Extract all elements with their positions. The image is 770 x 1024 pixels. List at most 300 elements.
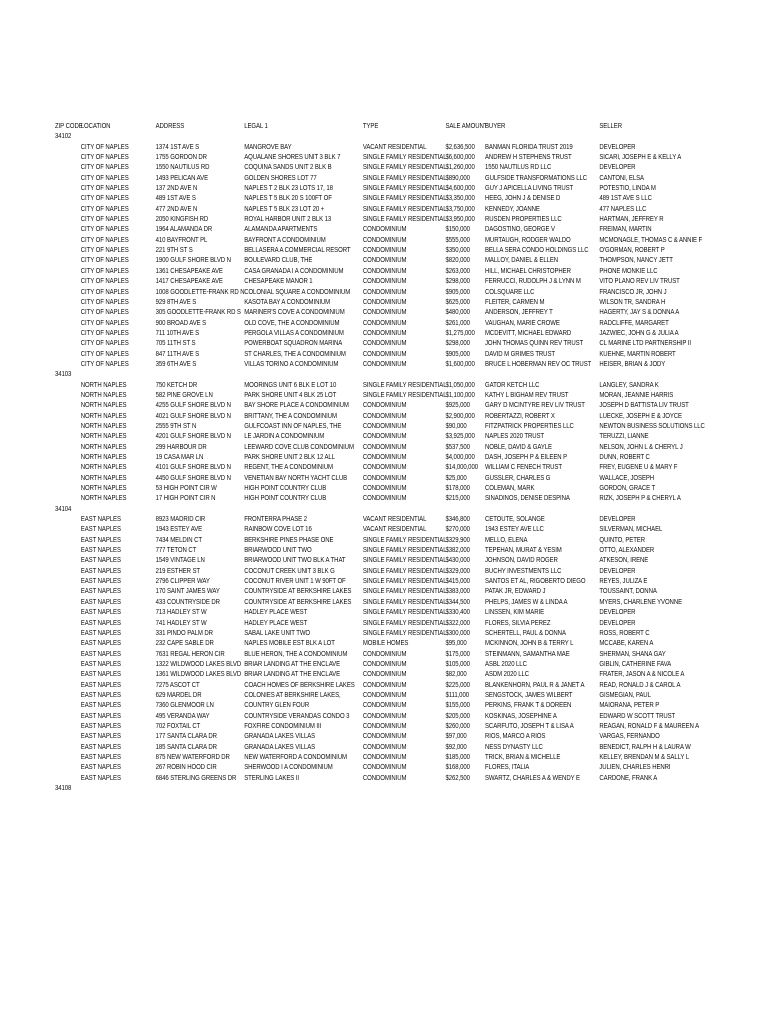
- table-row: [55, 670, 685, 680]
- legal-cell: BRIAR LANDING AT THE ENCLAVE: [244, 671, 341, 679]
- type-cell: CONDOMINIUM: [362, 288, 407, 296]
- seller-cell: POTESTIO, LINDA M: [599, 185, 656, 193]
- table-row: [55, 236, 703, 246]
- legal-cell: PARK SHORE UNIT 4 BLK 25 LOT: [244, 391, 337, 399]
- seller-cell: JULIEN, CHARLES HENRI: [599, 764, 671, 772]
- type-cell: SINGLE FAMILY RESIDENTIAL: [362, 216, 447, 224]
- type-cell: SINGLE FAMILY RESIDENTIAL: [362, 164, 447, 172]
- table-row: [55, 194, 657, 204]
- table-row: [55, 246, 665, 256]
- address-cell: 1943 ESTEY AVE: [155, 526, 203, 534]
- zip-code: 34108: [55, 785, 72, 792]
- zip-group-row: [55, 370, 657, 380]
- sale-amount-cell: $430,000: [445, 557, 470, 565]
- buyer-cell: GARY D MCINTYRE REV LIV TRUST: [485, 402, 585, 410]
- table-row: [55, 691, 657, 701]
- sale-amount-cell: $262,500: [445, 774, 470, 782]
- legal-cell: LEEWARD COVE CLUB CONDOMINIUM: [244, 443, 354, 451]
- buyer-cell: KENNEDY, JOANNE: [485, 205, 540, 213]
- location-cell: CITY OF NAPLES: [80, 154, 129, 162]
- type-cell: CONDOMINIUM: [362, 495, 407, 503]
- address-cell: 410 BAYFRONT PL: [155, 236, 208, 244]
- sale-amount-cell: $905,000: [445, 350, 470, 358]
- table-row: [55, 225, 657, 235]
- buyer-cell: PHELPS, JAMES W & LINDA A: [485, 598, 568, 606]
- buyer-cell: MELLO, ELENA: [485, 536, 528, 544]
- table-row: [55, 546, 657, 556]
- table-row: [55, 577, 657, 587]
- legal-cell: VILLAS TORINO A CONDOMINIUM: [244, 360, 339, 368]
- location-cell: CITY OF NAPLES: [80, 319, 129, 327]
- sale-amount-cell: $298,000: [445, 340, 470, 348]
- type-cell: SINGLE FAMILY RESIDENTIAL: [362, 154, 447, 162]
- legal-cell: COCONUT RIVER UNIT 1 W 90FT OF: [244, 578, 346, 586]
- table-row: [55, 256, 673, 266]
- location-cell: NORTH NAPLES: [80, 422, 127, 430]
- type-cell: CONDOMINIUM: [362, 702, 407, 710]
- location-cell: EAST NAPLES: [80, 681, 121, 689]
- seller-cell: DEVELOPER: [599, 516, 636, 524]
- location-cell: CITY OF NAPLES: [80, 329, 129, 337]
- legal-cell: COACH HOMES OF BERKSHIRE LAKES: [244, 681, 355, 689]
- location-cell: CITY OF NAPLES: [80, 298, 129, 306]
- sale-amount-cell: $329,900: [445, 536, 470, 544]
- buyer-cell: SANTOS ET AL, RIGOBERTO DIEGO: [485, 578, 586, 586]
- type-cell: CONDOMINIUM: [362, 433, 407, 441]
- seller-cell: O'GORMAN, ROBERT P: [599, 247, 665, 255]
- address-cell: 702 FOXTAIL CT: [155, 722, 201, 730]
- seller-cell: MAIORANA, PETER P: [599, 702, 660, 710]
- buyer-cell: GATOR KETCH LLC: [485, 381, 540, 389]
- legal-cell: BAYFRONT A CONDOMINIUM: [244, 236, 326, 244]
- buyer-cell: KATHY L BIGHAM REV TRUST: [485, 391, 569, 399]
- legal-cell: PARK SHORE UNIT 2 BLK 12 ALL: [244, 454, 335, 461]
- location-cell: EAST NAPLES: [80, 557, 121, 565]
- legal-cell: GOLDEN SHORES LOT 77: [244, 174, 317, 182]
- address-cell: 359 6TH AVE S: [155, 360, 197, 368]
- type-cell: CONDOMINIUM: [362, 774, 407, 782]
- sale-amount-cell: $111,000: [445, 691, 469, 699]
- buyer-cell: FLEITER, CARMEN M: [485, 298, 545, 306]
- table-row: [55, 350, 676, 360]
- sale-amount-cell: $890,000: [445, 174, 470, 182]
- address-cell: 2050 KINGFISH RD: [155, 216, 209, 224]
- location-cell: EAST NAPLES: [80, 753, 121, 761]
- location-cell: EAST NAPLES: [80, 598, 121, 606]
- address-cell: 900 BROAD AVE S: [155, 319, 207, 327]
- header-zip-code: ZIP CODE: [55, 123, 83, 130]
- seller-cell: OTTO, ALEXANDER: [599, 547, 655, 555]
- buyer-cell: JOHN THOMAS QUINN REV TRUST: [485, 340, 584, 348]
- header-sale-amount: SALE AMOUNT: [445, 123, 488, 130]
- legal-cell: FRONTERRA PHASE 2: [244, 516, 307, 524]
- address-cell: 267 ROBIN HOOD CIR: [155, 764, 217, 772]
- address-cell: 1550 NAUTILUS RD: [155, 164, 210, 172]
- address-cell: 1322 WILDWOOD LAKES BLVD: [155, 660, 242, 668]
- address-cell: 713 HADLEY ST W: [155, 609, 207, 617]
- address-cell: 7434 MELDIN CT: [155, 536, 202, 544]
- address-cell: 929 8TH AVE S: [155, 298, 197, 306]
- address-cell: 17 HIGH POINT CIR N: [155, 495, 216, 503]
- address-cell: 1008 GOODLETTE-FRANK RD N: [155, 288, 245, 296]
- location-cell: CITY OF NAPLES: [80, 216, 129, 224]
- legal-cell: CHESAPEAKE MANOR 1: [244, 278, 313, 286]
- type-cell: CONDOMINIUM: [362, 278, 407, 286]
- legal-cell: AQUALANE SHORES UNIT 3 BLK 7: [244, 154, 341, 162]
- table-row: [55, 422, 705, 432]
- seller-cell: FRATER, JASON A & NICOLE A: [599, 671, 685, 679]
- location-cell: EAST NAPLES: [80, 691, 121, 699]
- type-cell: CONDOMINIUM: [362, 474, 407, 482]
- seller-cell: DEVELOPER: [599, 619, 636, 627]
- location-cell: CITY OF NAPLES: [80, 226, 129, 234]
- type-cell: CONDOMINIUM: [362, 319, 407, 327]
- sale-amount-cell: $6,600,000: [445, 154, 475, 162]
- legal-cell: GRANADA LAKES VILLAS: [244, 743, 316, 751]
- header-legal: LEGAL 1: [244, 123, 268, 130]
- table-row: [55, 205, 657, 215]
- legal-cell: ROYAL HARBOR UNIT 2 BLK 13: [244, 216, 332, 224]
- address-cell: 299 HARBOUR DR: [155, 443, 207, 451]
- table-row: [55, 267, 657, 277]
- address-cell: 1361 WILDWOOD LAKES BLVD: [155, 671, 242, 679]
- address-cell: 53 HIGH POINT CIR W: [155, 485, 217, 493]
- buyer-cell: DASH, JOSEPH P & EILEEN P: [485, 454, 568, 461]
- table-row: [55, 525, 663, 535]
- buyer-cell: PATAK JR, EDWARD J: [485, 588, 546, 596]
- buyer-cell: COLSQUARE LLC: [485, 288, 535, 296]
- legal-cell: COUNTRYSIDE AT BERKSHIRE LAKES: [244, 588, 352, 596]
- sale-amount-cell: $350,000: [445, 247, 470, 255]
- table-row: [55, 681, 681, 691]
- header-location: LOCATION: [80, 123, 111, 130]
- address-cell: 433 COUNTRYSIDE DR: [155, 598, 220, 606]
- type-cell: CONDOMINIUM: [362, 485, 407, 493]
- sale-amount-cell: $261,000: [445, 319, 470, 327]
- buyer-cell: MURTAUGH, RODGER WALDO: [485, 236, 571, 244]
- location-cell: EAST NAPLES: [80, 650, 121, 658]
- seller-cell: DEVELOPER: [599, 567, 636, 575]
- address-cell: 4255 GULF SHORE BLVD N: [155, 402, 231, 410]
- table-row: [55, 329, 679, 339]
- buyer-cell: MCKINNON, JOHN B & TERRY L: [485, 640, 574, 648]
- seller-cell: THOMPSON, NANCY JETT: [599, 257, 673, 265]
- type-cell: SINGLE FAMILY RESIDENTIAL: [362, 578, 447, 586]
- legal-cell: HIGH POINT COUNTRY CLUB: [244, 495, 327, 503]
- table-row: [55, 494, 681, 504]
- buyer-cell: BUCHY INVESTMENTS LLC: [485, 567, 562, 575]
- type-cell: SINGLE FAMILY RESIDENTIAL: [362, 629, 447, 637]
- legal-cell: SABAL LAKE UNIT TWO: [244, 629, 311, 637]
- legal-cell: COUNTRY GLEN FOUR: [244, 702, 310, 710]
- buyer-cell: KOSKINAS, JOSEPHINE A: [485, 712, 557, 720]
- table-row: [55, 184, 657, 194]
- type-cell: SINGLE FAMILY RESIDENTIAL: [362, 381, 447, 389]
- sale-amount-cell: $346,800: [445, 516, 470, 524]
- location-cell: CITY OF NAPLES: [80, 164, 129, 172]
- table-row: [55, 360, 666, 370]
- location-cell: NORTH NAPLES: [80, 381, 127, 389]
- type-cell: CONDOMINIUM: [362, 298, 407, 306]
- type-cell: VACANT RESIDENTIAL: [362, 143, 427, 151]
- seller-cell: GIBLIN, CATHERINE FAVA: [599, 660, 672, 668]
- type-cell: CONDOMINIUM: [362, 412, 407, 420]
- buyer-cell: PERKINS, FRANK T & DOREEN: [485, 702, 572, 710]
- type-cell: SINGLE FAMILY RESIDENTIAL: [362, 609, 447, 617]
- sale-amount-cell: $25,000: [445, 474, 467, 482]
- type-cell: SINGLE FAMILY RESIDENTIAL: [362, 174, 447, 182]
- buyer-cell: SENGSTOCK, JAMES WILBERT: [485, 691, 573, 699]
- location-cell: EAST NAPLES: [80, 516, 121, 524]
- legal-cell: BRITTANY, THE A CONDOMINIUM: [244, 412, 337, 420]
- legal-cell: COCONUT CREEK UNIT 3 BLK G: [244, 567, 335, 575]
- legal-cell: COUNTRYSIDE AT BERKSHIRE LAKES: [244, 598, 352, 606]
- table-row: [55, 774, 657, 784]
- location-cell: NORTH NAPLES: [80, 464, 127, 472]
- seller-cell: MCMONAGLE, THOMAS C & ANNIE F: [599, 236, 703, 244]
- legal-cell: ST CHARLES, THE A CONDOMINIUM: [244, 350, 346, 358]
- address-cell: 170 SAINT JAMES WAY: [155, 588, 220, 596]
- legal-cell: NEW WATERFORD A CONDOMINIUM: [244, 753, 347, 761]
- buyer-cell: RIOS, MARCO A RIOS: [485, 733, 546, 741]
- header-seller: SELLER: [599, 123, 622, 130]
- seller-cell: HAGERTY, JAY S & DONNA A: [599, 309, 680, 317]
- address-cell: 495 VERANDA WAY: [155, 712, 210, 720]
- sales-table: [55, 122, 705, 794]
- sale-amount-cell: $82,000: [445, 671, 467, 679]
- sale-amount-cell: $168,000: [445, 764, 470, 772]
- legal-cell: BELLASERA A COMMERCIAL RESORT: [244, 247, 351, 255]
- legal-cell: VENETIAN BAY NORTH YACHT CLUB: [244, 474, 348, 482]
- legal-cell: LE JARDIN A CONDOMINIUM: [244, 433, 325, 441]
- legal-cell: NAPLES MOBILE EST BLK A LOT: [244, 640, 335, 648]
- type-cell: SINGLE FAMILY RESIDENTIAL: [362, 567, 447, 575]
- table-row: [55, 453, 657, 463]
- seller-cell: MYERS, CHARLENE YVONNE: [599, 598, 683, 606]
- location-cell: NORTH NAPLES: [80, 454, 127, 461]
- zip-code: 34102: [55, 133, 72, 141]
- type-cell: CONDOMINIUM: [362, 257, 407, 265]
- location-cell: CITY OF NAPLES: [80, 309, 129, 317]
- location-cell: CITY OF NAPLES: [80, 267, 129, 275]
- location-cell: EAST NAPLES: [80, 619, 121, 627]
- buyer-cell: ANDREW H STEPHENS TRUST: [485, 154, 572, 162]
- sale-amount-cell: $3,950,000: [445, 216, 475, 224]
- sale-amount-cell: $263,000: [445, 267, 470, 275]
- buyer-cell: NESS DYNASTY LLC: [485, 743, 543, 751]
- sale-amount-cell: $2,636,500: [445, 143, 475, 151]
- address-cell: 7360 GLENMOOR LN: [155, 702, 214, 710]
- type-cell: CONDOMINIUM: [362, 671, 407, 679]
- legal-cell: MANGROVE BAY: [244, 143, 292, 151]
- sale-amount-cell: $905,000: [445, 288, 470, 296]
- address-cell: 1493 PELICAN AVE: [155, 174, 209, 182]
- buyer-cell: VAUGHAN, MARIE CROWE: [485, 319, 560, 327]
- sale-amount-cell: $175,000: [445, 650, 470, 658]
- location-cell: CITY OF NAPLES: [80, 247, 129, 255]
- legal-cell: GULFCOAST INN OF NAPLES, THE: [244, 422, 342, 430]
- seller-cell: DEVELOPER: [599, 609, 636, 617]
- type-cell: SINGLE FAMILY RESIDENTIAL: [362, 588, 447, 596]
- table-row: [55, 732, 660, 742]
- location-cell: EAST NAPLES: [80, 774, 121, 782]
- table-row: [55, 743, 691, 753]
- legal-cell: SHERWOOD I A CONDOMINIUM: [244, 764, 333, 772]
- zip-code: 34103: [55, 371, 72, 379]
- address-cell: 221 9TH ST S: [155, 247, 193, 255]
- legal-cell: FOXFIRE CONDOMINIUM III: [244, 722, 322, 730]
- seller-cell: HEISER, BRIAN & JODY: [599, 360, 666, 368]
- location-cell: CITY OF NAPLES: [80, 174, 129, 182]
- table-row: [55, 629, 657, 639]
- zip-code: 34104: [55, 505, 72, 513]
- sale-amount-cell: $205,000: [445, 712, 470, 720]
- seller-cell: FRANCISCO JR, JOHN J: [599, 288, 667, 296]
- buyer-cell: WILLIAM C FENECH TRUST: [485, 464, 562, 472]
- address-cell: 477 2ND AVE N: [155, 205, 198, 213]
- type-cell: CONDOMINIUM: [362, 733, 407, 741]
- location-cell: EAST NAPLES: [80, 588, 121, 596]
- address-cell: 2796 CLIPPER WAY: [155, 578, 210, 586]
- table-row: [55, 619, 657, 629]
- type-cell: MOBILE HOMES: [362, 640, 409, 648]
- table-row: [55, 319, 669, 329]
- location-cell: EAST NAPLES: [80, 547, 121, 555]
- table-row: [55, 163, 657, 173]
- sale-amount-cell: $1,100,000: [445, 391, 475, 399]
- type-cell: CONDOMINIUM: [362, 443, 407, 451]
- buyer-cell: JOHNSON, DAVID ROGER: [485, 557, 558, 565]
- table-row: [55, 474, 657, 484]
- type-cell: CONDOMINIUM: [362, 360, 407, 368]
- legal-cell: COQUINA SANDS UNIT 2 BLK B: [244, 164, 332, 172]
- legal-cell: NAPLES T 5 BLK 20 S 100FT OF: [244, 195, 332, 203]
- buyer-cell: COLEMAN, MARK: [485, 485, 535, 493]
- sale-amount-cell: $92,000: [445, 743, 467, 751]
- sale-amount-cell: $555,000: [445, 236, 470, 244]
- legal-cell: HADLEY PLACE WEST: [244, 609, 308, 617]
- sale-amount-cell: $185,000: [445, 753, 470, 761]
- legal-cell: BERKSHIRE PINES PHASE ONE: [244, 536, 334, 544]
- sale-amount-cell: $820,000: [445, 257, 470, 265]
- seller-cell: CANTONI, ELSA: [599, 174, 644, 182]
- location-cell: CITY OF NAPLES: [80, 340, 129, 348]
- buyer-cell: FLORES, ITALIA: [485, 764, 530, 772]
- buyer-cell: DAGOSTINO, GEORGE V: [485, 226, 555, 234]
- table-row: [55, 432, 657, 442]
- legal-cell: CASA GRANADA I A CONDOMINIUM: [244, 267, 344, 275]
- seller-cell: RADCLIFFE, MARGARET: [599, 319, 669, 327]
- sale-amount-cell: $382,000: [445, 547, 470, 555]
- sale-amount-cell: $4,600,000: [445, 185, 475, 193]
- sale-amount-cell: $1,260,000: [445, 164, 475, 172]
- seller-cell: GISMEGIAN, PAUL: [599, 691, 651, 699]
- sale-amount-cell: $300,000: [445, 629, 470, 637]
- legal-cell: STERLING LAKES II: [244, 774, 299, 782]
- sale-amount-cell: $329,000: [445, 567, 470, 575]
- address-cell: 1900 GULF SHORE BLVD N: [155, 257, 231, 265]
- seller-cell: SHERMAN, SHANA GAY: [599, 650, 666, 658]
- table-row: [55, 712, 676, 722]
- buyer-cell: LINSSEN, KIM MARIE: [485, 609, 545, 617]
- address-cell: 711 10TH AVE S: [155, 329, 200, 337]
- type-cell: CONDOMINIUM: [362, 650, 407, 658]
- table-row: [55, 153, 682, 163]
- table-row: [55, 753, 690, 763]
- location-cell: EAST NAPLES: [80, 567, 121, 575]
- sale-amount-cell: $215,000: [445, 495, 470, 503]
- buyer-cell: SINADINOS, DENISE DESPINA: [485, 495, 570, 503]
- type-cell: SINGLE FAMILY RESIDENTIAL: [362, 205, 447, 213]
- address-cell: 847 11TH AVE S: [155, 350, 200, 358]
- legal-cell: RAINBOW COVE LOT 16: [244, 526, 312, 534]
- seller-cell: LUECKE, JOSEPH E & JOYCE: [599, 412, 682, 420]
- seller-cell: NEWTON BUSINESS SOLUTIONS LLC: [599, 422, 705, 430]
- table-row: [55, 412, 682, 422]
- sale-amount-cell: $90,000: [445, 422, 467, 430]
- sale-amount-cell: $95,000: [445, 640, 467, 648]
- table-row: [55, 443, 683, 453]
- table-row: [55, 608, 657, 618]
- type-cell: CONDOMINIUM: [362, 309, 407, 317]
- address-cell: 7631 REGAL HERON CIR: [155, 650, 225, 658]
- seller-cell: HARTMAN, JEFFREY R: [599, 216, 664, 224]
- seller-cell: 489 1ST AVE S LLC: [599, 195, 652, 203]
- sale-amount-cell: $260,000: [445, 722, 470, 730]
- address-cell: 741 HADLEY ST W: [155, 619, 207, 627]
- seller-cell: LANGLEY, SANDRA K: [599, 381, 659, 389]
- type-cell: CONDOMINIUM: [362, 247, 407, 255]
- seller-cell: KUEHNE, MARTIN ROBERT: [599, 350, 676, 358]
- location-cell: NORTH NAPLES: [80, 485, 127, 493]
- type-cell: CONDOMINIUM: [362, 464, 407, 472]
- table-row: [55, 556, 657, 566]
- seller-cell: KELLEY, BRENDAN M & SALLY L: [599, 753, 690, 761]
- buyer-cell: HILL, MICHAEL CHRISTOPHER: [485, 267, 571, 275]
- legal-cell: BRIARWOOD UNIT TWO: [244, 547, 312, 555]
- type-cell: CONDOMINIUM: [362, 712, 407, 720]
- seller-cell: SICARI, JOSEPH E & KELLY A: [599, 154, 682, 162]
- type-cell: SINGLE FAMILY RESIDENTIAL: [362, 185, 447, 193]
- sale-amount-cell: $270,000: [445, 526, 470, 534]
- type-cell: CONDOMINIUM: [362, 454, 407, 461]
- location-cell: EAST NAPLES: [80, 712, 121, 720]
- buyer-cell: NAPLES 2020 TRUST: [485, 433, 544, 441]
- type-cell: VACANT RESIDENTIAL: [362, 526, 427, 534]
- buyer-cell: MALLOY, DANIEL & ELLEN: [485, 257, 559, 265]
- address-cell: 875 NEW WATERFORD DR: [155, 753, 230, 761]
- legal-cell: REGENT, THE A CONDOMINIUM: [244, 464, 333, 472]
- legal-cell: ALAMANDA APARTMENTS: [244, 226, 318, 234]
- location-cell: CITY OF NAPLES: [80, 205, 129, 213]
- buyer-cell: FITZPATRICK PROPERTIES LLC: [485, 422, 574, 430]
- table-row: [55, 143, 657, 153]
- seller-cell: FREIMAN, MARTIN: [599, 226, 652, 234]
- seller-cell: FREY, EUGENE U & MARY F: [599, 464, 678, 472]
- table-row: [55, 660, 672, 670]
- type-cell: CONDOMINIUM: [362, 402, 407, 410]
- legal-cell: POWERBOAT SQUADRON MARINA: [244, 340, 343, 348]
- location-cell: CITY OF NAPLES: [80, 360, 129, 368]
- type-cell: CONDOMINIUM: [362, 422, 407, 430]
- buyer-cell: 1943 ESTEY AVE LLC: [485, 526, 544, 534]
- table-row: [55, 401, 689, 411]
- seller-cell: TERUZZI, LIANNE: [599, 433, 649, 441]
- seller-cell: WILSON TR, SANDRA H: [599, 298, 666, 306]
- buyer-cell: SCHERTELL, PAUL & DONNA: [485, 629, 566, 637]
- type-cell: SINGLE FAMILY RESIDENTIAL: [362, 195, 447, 203]
- location-cell: NORTH NAPLES: [80, 495, 127, 503]
